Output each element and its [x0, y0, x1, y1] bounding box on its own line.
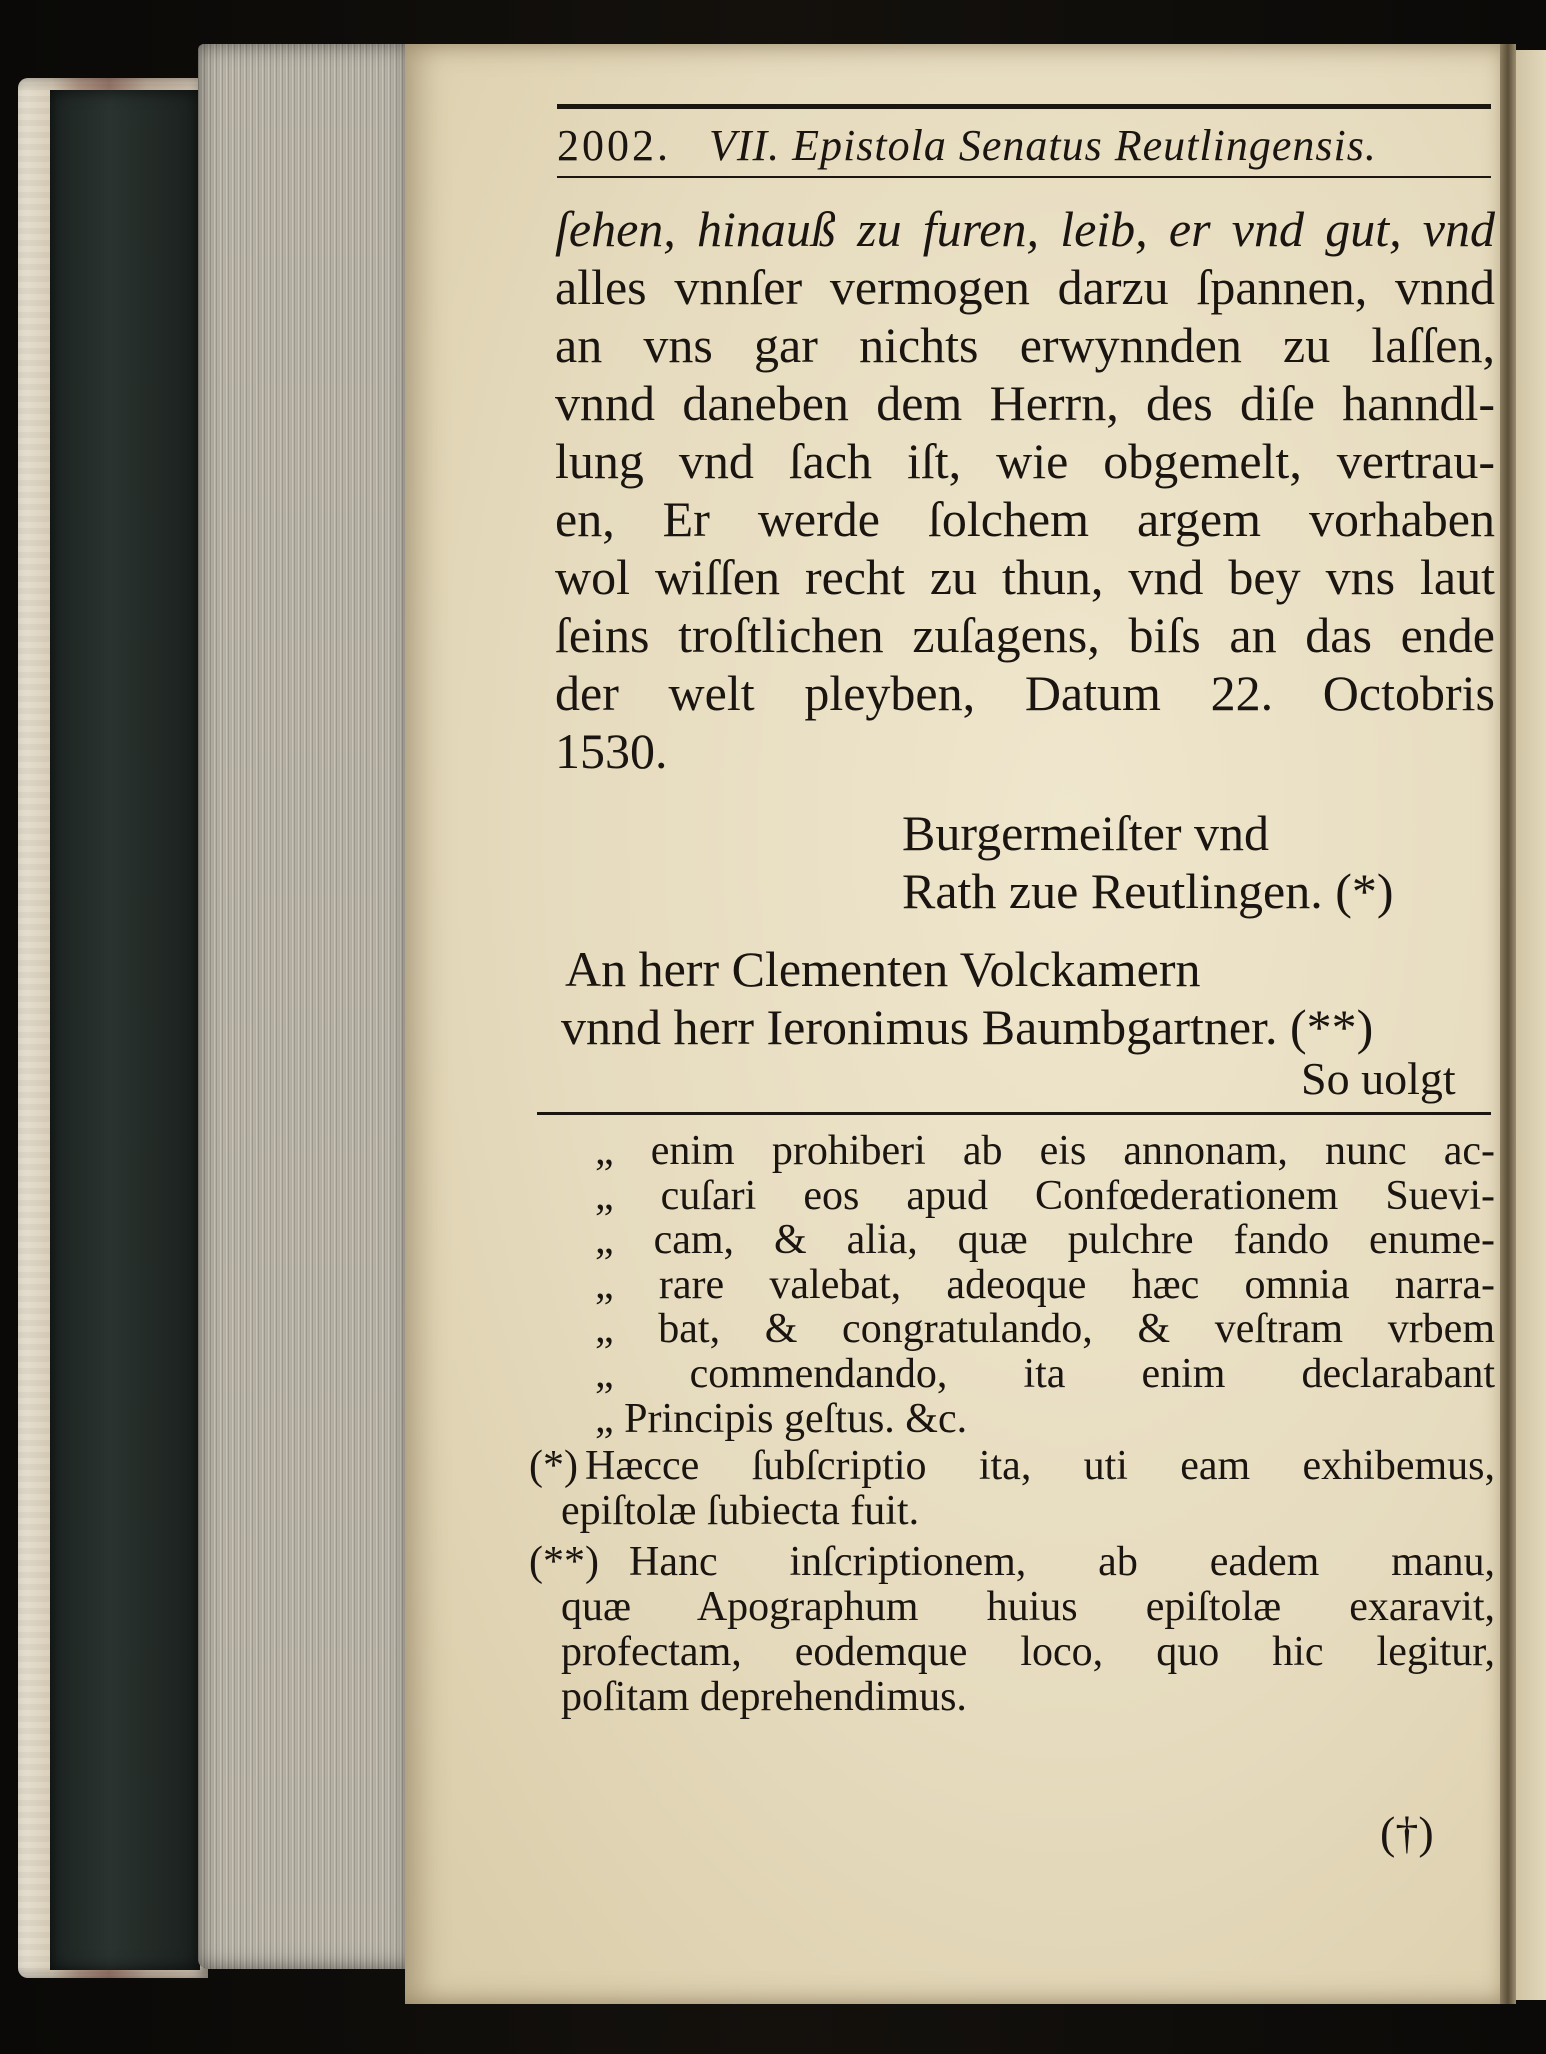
letter-text	[555, 200, 1495, 780]
header-rule-bottom	[557, 176, 1491, 178]
letter-line: en, Er werde ſolchem argem vorhaben	[555, 491, 1495, 547]
quote-block	[595, 1129, 1495, 1441]
next-note-mark: (†)	[1380, 1807, 1434, 1858]
quote-line: „ Principis geſtus. &c.	[595, 1395, 968, 1442]
quote-line: „ cam, & alia, quæ pulchre fando enume-	[595, 1217, 1495, 1264]
footnote-1-mark: (*)	[529, 1443, 578, 1489]
letter-line: lung vnd ſach iſt, wie obgemelt, vertrau-	[555, 433, 1495, 489]
header-rule-top	[557, 104, 1491, 109]
letter-line: vnnd daneben dem Herrn, des diſe hanndl-	[555, 375, 1495, 431]
quote-line: „ bat, & congratulando, & veſtram vrbem	[595, 1306, 1495, 1353]
address-line-1: An herr Clementen Volckamern	[565, 941, 1201, 997]
facing-page-edge	[1516, 50, 1546, 2000]
footnote-2-line: profectam, eodemque loco, quo hic legitur,	[561, 1629, 1495, 1675]
letter-line: ſehen, hinauß zu furen, leib, er vnd gut, vnd	[555, 201, 1495, 257]
signature-line-1: Burgermeiſter vnd	[902, 805, 1270, 861]
letter-line: an vns gar nichts erwynnden zu laſſen,	[555, 317, 1495, 373]
book-spine	[50, 90, 200, 1970]
footnote-separator	[537, 1112, 1491, 1115]
running-header	[557, 120, 1497, 171]
footnote-2-line: poſitam deprehendimus.	[561, 1674, 967, 1720]
catchword: So uolgt	[1301, 1053, 1456, 1104]
footnote-2-line: quæ Apographum huius epiſtolæ exaravit,	[561, 1584, 1495, 1630]
letter-line: ſeins troſtlichen zuſagens, biſs an das ende	[555, 607, 1495, 663]
page-number: 2002.	[557, 121, 671, 170]
page-block-edges	[198, 44, 410, 1969]
footnote-2-line: Hanc inſcriptionem, ab eadem manu,	[629, 1539, 1495, 1585]
footnote-2	[529, 1540, 1495, 1720]
quote-line: „ rare valebat, adeoque hæc omnia narra-	[595, 1261, 1495, 1308]
running-title: VII. Epistola Senatus Reutlingensis.	[709, 121, 1377, 170]
address-block	[561, 940, 1374, 1056]
quote-line: „ commendando, ita enim declarabant	[595, 1350, 1495, 1397]
book-gutter	[1500, 44, 1516, 2004]
book-page	[405, 44, 1511, 2004]
footnote-2-mark: (**)	[529, 1539, 599, 1585]
letter-line: wol wiſſen recht zu thun, vnd bey vns laut	[555, 549, 1495, 605]
letter-line: der welt pleyben, Datum 22. Octobris	[555, 665, 1495, 721]
letter-line: 1530.	[555, 723, 668, 779]
quote-line: „ cuſari eos apud Confœderationem Suevi-	[595, 1172, 1495, 1219]
address-line-2: vnnd herr Ieronimus Baumbgartner. (**)	[561, 999, 1374, 1055]
signature-block	[902, 804, 1394, 920]
signature-line-2: Rath zue Reutlingen. (*)	[902, 863, 1394, 919]
footnote-1	[529, 1444, 1495, 1534]
footnote-1-line: epiſtolæ ſubiecta fuit.	[561, 1488, 920, 1534]
quote-line: „ enim prohiberi ab eis annonam, nunc ac-	[595, 1128, 1495, 1174]
footnote-1-line: Hæcce ſubſcriptio ita, uti eam exhibemus,	[585, 1443, 1495, 1489]
letter-line: alles vnnſer vermogen darzu ſpannen, vnnd	[555, 259, 1495, 315]
